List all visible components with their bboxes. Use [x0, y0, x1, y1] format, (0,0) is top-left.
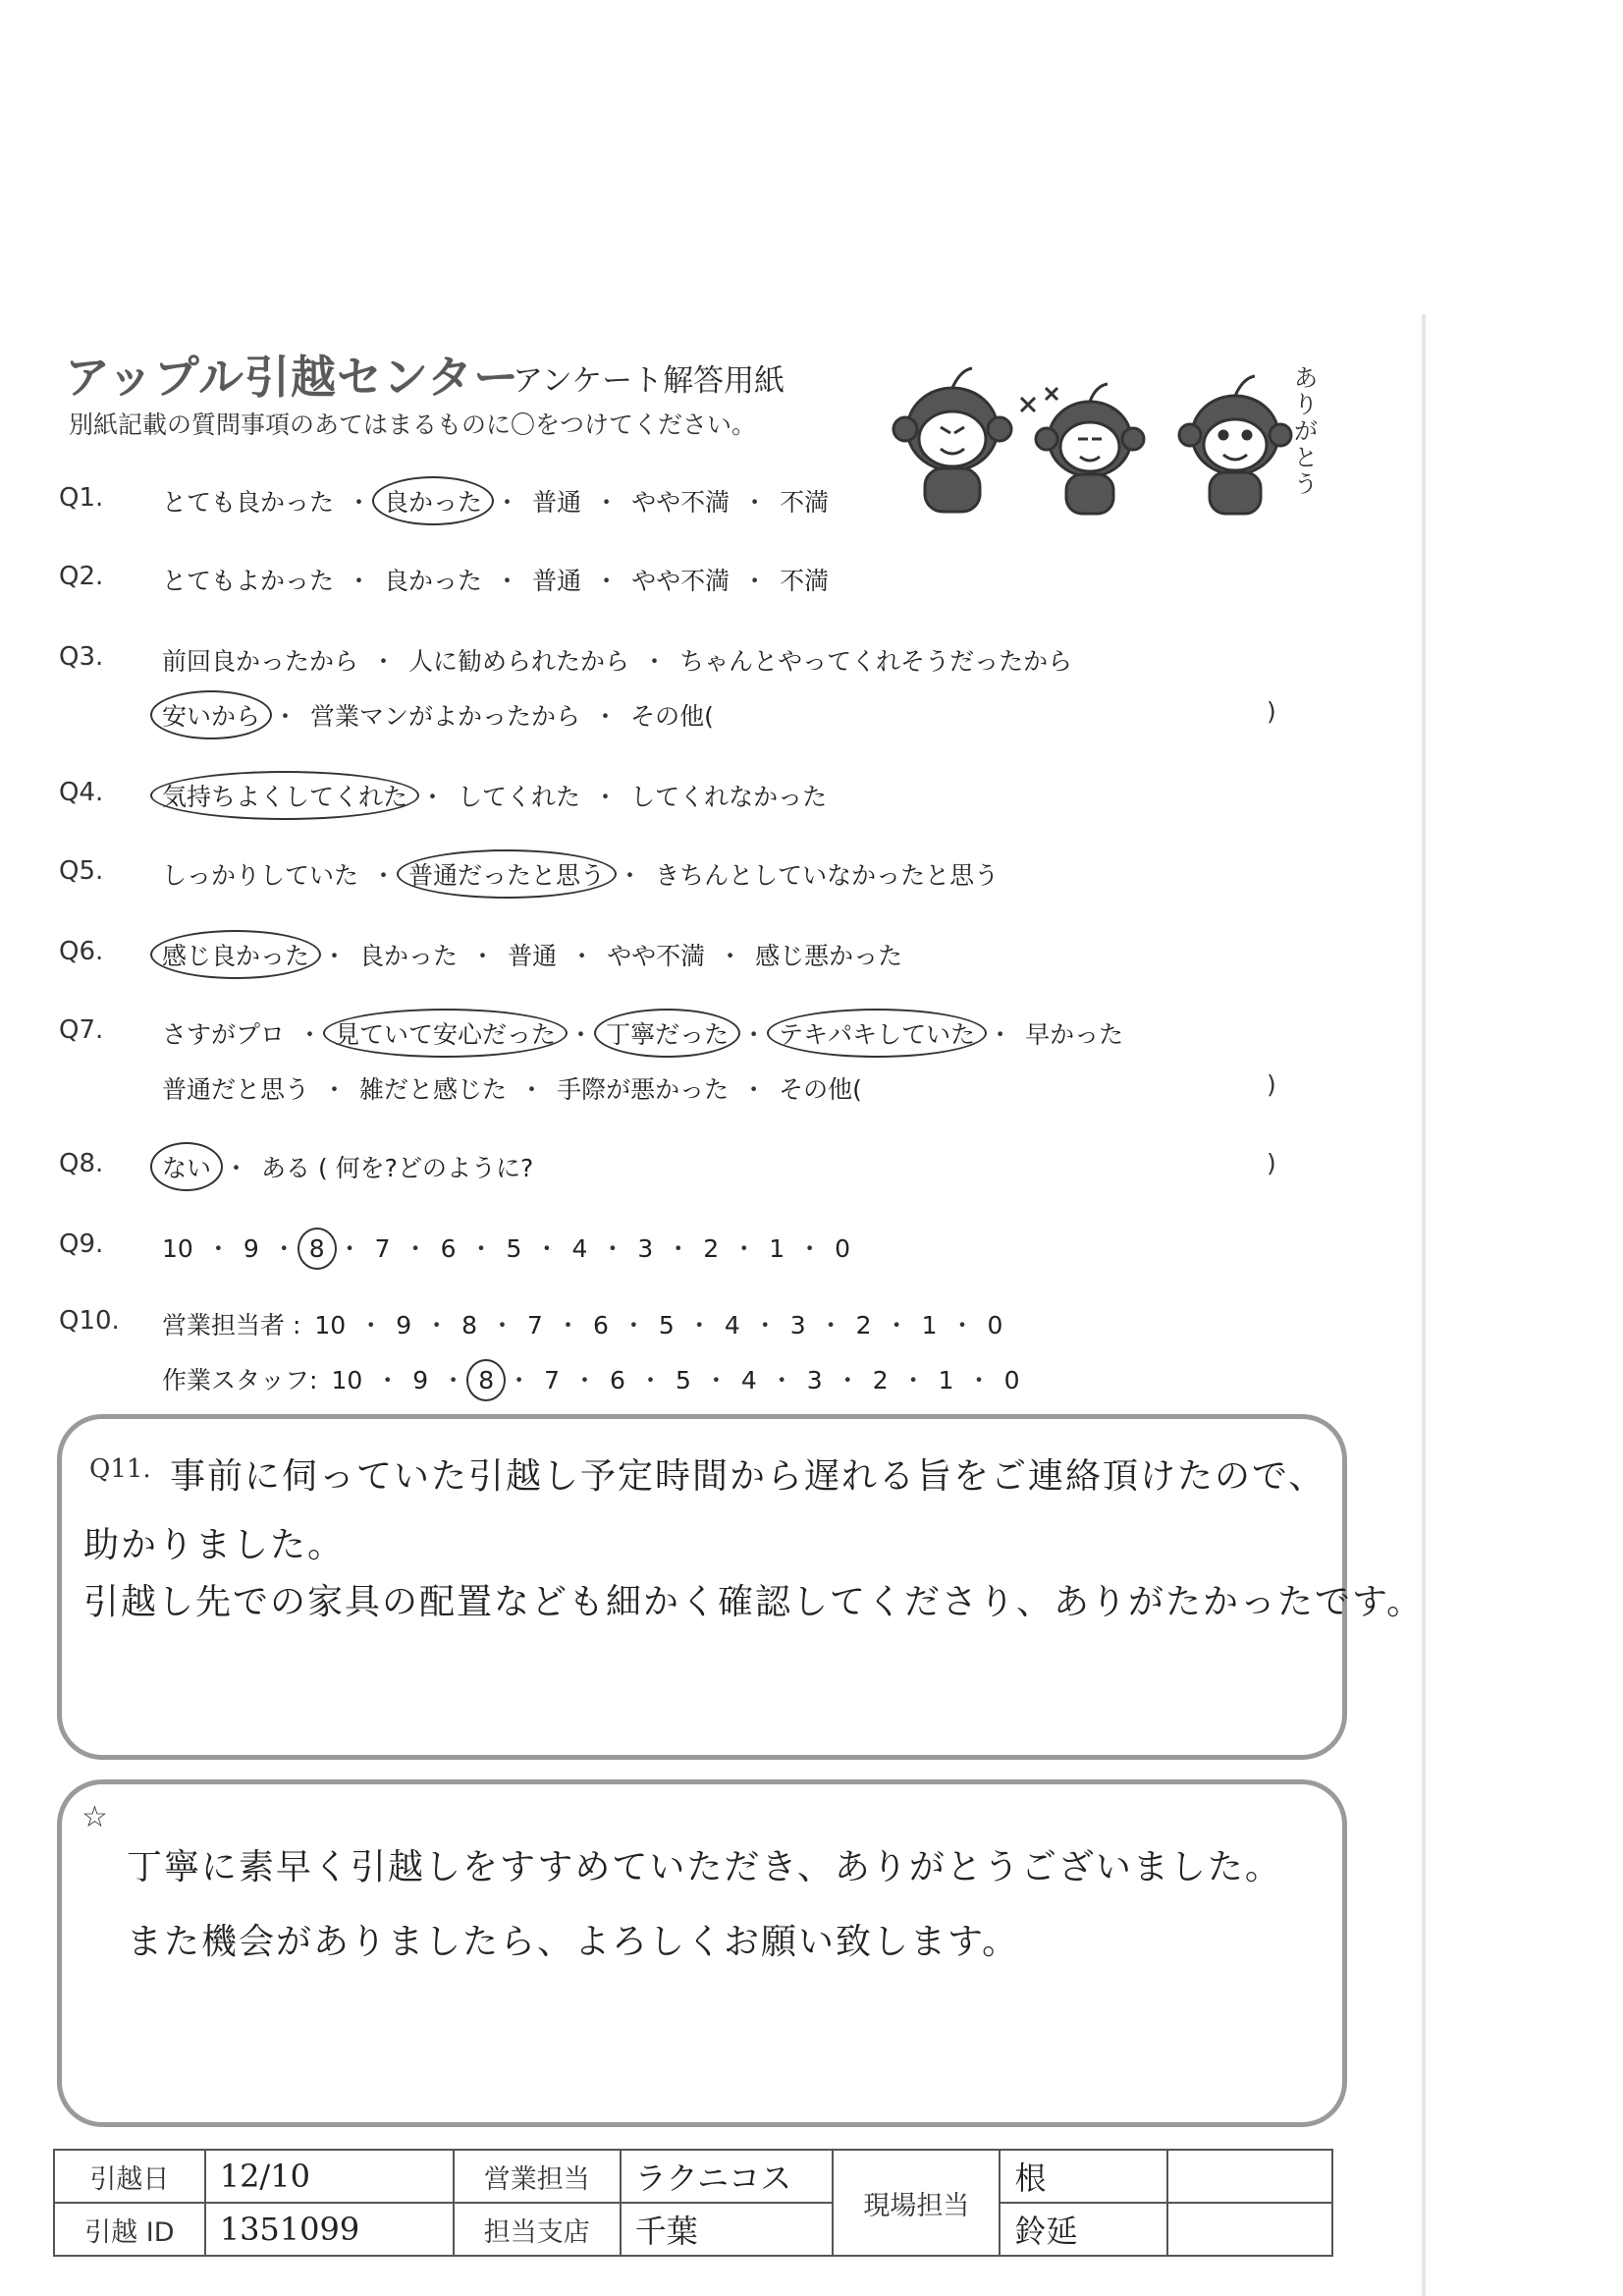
question-row-q3	[0, 638, 1414, 682]
option[interactable]: 普通	[532, 488, 582, 517]
score-option[interactable]: 3	[806, 1366, 823, 1394]
close-paren: )	[1267, 697, 1276, 726]
question-label: Q2.	[59, 562, 104, 591]
moving-id-label: 引越 ID	[54, 2203, 205, 2256]
score-option[interactable]: 4	[571, 1234, 588, 1263]
option-selected[interactable]: ない	[162, 1149, 211, 1184]
sales-rating-label: 営業担当者 :	[162, 1311, 301, 1339]
option-selected[interactable]: 丁寧だった	[606, 1015, 729, 1051]
question-options: 気持ちよくしてくれた ・ してくれた ・ してくれなかった	[162, 778, 827, 813]
moving-date-value[interactable]: 12/10	[205, 2150, 454, 2203]
score-option[interactable]: 7	[544, 1366, 561, 1394]
score-option[interactable]: 0	[987, 1311, 1003, 1339]
question-options: 安いから ・ 営業マンがよかったから ・ その他(	[162, 697, 714, 733]
question-label: Q1.	[59, 483, 104, 513]
score-option[interactable]: 2	[703, 1234, 720, 1263]
staff-rating-label: 作業スタッフ:	[162, 1366, 318, 1394]
free-comment-line-1: 丁寧に素早く引越しをすすめていただき、ありがとうございました。	[127, 1847, 1282, 1887]
option[interactable]: ちゃんとやってくれそうだったから	[679, 647, 1073, 676]
option[interactable]: 前回良かったから	[162, 647, 359, 676]
question-options: さすがプロ ・ 見ていて安心だった ・ 丁寧だった ・ テキパキしていた ・ 早かった	[162, 1015, 1123, 1051]
question-row-q7	[0, 1011, 1414, 1055]
score-option[interactable]: 6	[440, 1234, 457, 1263]
question-options: 作業スタッフ: 10 ・ 9 ・ 8 ・ 7 ・ 6 ・ 5 ・ 4 ・ 3 ・ 2 ・ 1 ・ 0	[162, 1361, 1019, 1396]
score-option[interactable]: 1	[769, 1234, 785, 1263]
question-label: Q3.	[59, 642, 104, 672]
score-option[interactable]: 7	[374, 1234, 391, 1263]
option[interactable]: 良かった	[384, 567, 483, 595]
question-options: 普通だと思う ・ 雑だと感じた ・ 手際が悪かった ・ その他(	[162, 1070, 862, 1106]
score-option[interactable]: 10	[162, 1234, 193, 1263]
moving-date-label: 引越日	[54, 2150, 205, 2203]
score-option[interactable]: 6	[592, 1311, 609, 1339]
score-option[interactable]: 7	[527, 1311, 543, 1339]
question-row-q7-line2	[0, 1066, 1414, 1110]
page-edge-line	[1422, 314, 1426, 2296]
form-subtitle: アンケート解答用紙	[513, 363, 785, 399]
moving-info-table	[53, 2149, 1333, 2257]
score-option[interactable]: 2	[855, 1311, 872, 1339]
option-selected[interactable]: 見ていて安心だった	[335, 1015, 556, 1051]
question-row-q3-line2	[0, 693, 1414, 737]
score-option[interactable]: 6	[610, 1366, 625, 1394]
score-option-selected[interactable]: 8	[478, 1366, 495, 1394]
site-staff-label: 現場担当	[833, 2150, 1000, 2256]
score-option[interactable]: 10	[314, 1311, 347, 1339]
option-selected[interactable]: 安いから	[162, 697, 260, 733]
site-staff-value-2[interactable]: 鈴延	[1000, 2203, 1167, 2256]
score-option[interactable]: 5	[506, 1234, 522, 1263]
free-comment-line-2: また機会がありましたら、よろしくお願い致します。	[127, 1922, 1020, 1962]
option[interactable]: 手際が悪かった	[557, 1075, 730, 1104]
option[interactable]: やや不満	[607, 942, 706, 970]
option[interactable]: しっかりしていた	[162, 861, 359, 890]
score-option-selected[interactable]: 8	[308, 1234, 325, 1263]
score-option[interactable]: 2	[872, 1366, 889, 1394]
question-row-q8	[0, 1145, 1414, 1188]
sales-rep-value[interactable]: ラクニコス	[621, 2150, 834, 2203]
question-row-q10-sales	[0, 1302, 1414, 1345]
option[interactable]: 不満	[780, 567, 830, 595]
option[interactable]: 普通	[508, 942, 558, 970]
question-row-q9	[0, 1226, 1414, 1269]
option[interactable]: 普通	[532, 567, 582, 595]
option[interactable]: 人に勧められたから	[408, 647, 630, 676]
q11-comment-line-3: 引越し先での家具の配置なども細かく確認してくださり、ありがたかったです。	[83, 1582, 1425, 1622]
star-label: ☆	[81, 1800, 108, 1834]
question-options: とても良かった ・ 良かった ・ 普通 ・ やや不満 ・ 不満	[162, 483, 829, 519]
option[interactable]: とても良かった	[162, 488, 335, 517]
score-option[interactable]: 3	[789, 1311, 806, 1339]
option-selected[interactable]: テキパキしていた	[779, 1015, 975, 1051]
question-label: Q10.	[59, 1306, 120, 1336]
option-selected[interactable]: 普通だったと思う	[408, 856, 605, 892]
option[interactable]: 良かった	[359, 942, 459, 970]
score-option[interactable]: 5	[675, 1366, 691, 1394]
question-options: とてもよかった ・ 良かった ・ 普通 ・ やや不満 ・ 不満	[162, 562, 829, 597]
question-label: Q5.	[59, 856, 104, 886]
score-option[interactable]: 4	[740, 1366, 757, 1394]
score-option[interactable]: 10	[331, 1366, 363, 1394]
question-label: Q7.	[59, 1015, 104, 1045]
score-option[interactable]: 0	[1003, 1366, 1020, 1394]
question-options: 10 ・ 9 ・ 8 ・ 7 ・ 6 ・ 5 ・ 4 ・ 3 ・ 2 ・ 1 ・ 0	[162, 1234, 851, 1263]
option[interactable]: やや不満	[631, 488, 730, 517]
option[interactable]: 不満	[780, 488, 830, 517]
score-option[interactable]: 4	[724, 1311, 740, 1339]
option[interactable]: その他(	[779, 1075, 862, 1104]
question-row-q5	[0, 852, 1414, 896]
score-option[interactable]: 1	[938, 1366, 954, 1394]
question-row-q6	[0, 933, 1414, 976]
option[interactable]: ある ( 何を?どのように?	[261, 1154, 534, 1182]
close-paren: )	[1267, 1149, 1276, 1177]
option[interactable]: 感じ悪かった	[755, 942, 903, 970]
q11-comment-line-2: 助かりました。	[83, 1525, 346, 1565]
score-option[interactable]: 1	[921, 1311, 938, 1339]
option[interactable]: 営業マンがよかったから	[310, 702, 581, 731]
score-option[interactable]: 5	[658, 1311, 675, 1339]
score-option[interactable]: 3	[637, 1234, 654, 1263]
option[interactable]: 早かった	[1025, 1020, 1124, 1049]
instruction-text: 別紙記載の質問事項のあてはまるものに〇をつけてください。	[69, 410, 757, 439]
option-selected[interactable]: 良かった	[384, 483, 482, 519]
option[interactable]: きちんとしていなかったと思う	[655, 861, 1000, 890]
site-staff-value-1[interactable]: 根	[1000, 2150, 1167, 2203]
option[interactable]: さすがプロ	[162, 1020, 286, 1049]
question-options: ない ・ ある ( 何を?どのように?	[162, 1149, 533, 1184]
question-options: しっかりしていた ・ 普通だったと思う ・ きちんとしていなかったと思う	[162, 856, 999, 892]
sales-rep-label: 営業担当	[454, 2150, 621, 2203]
q11-label: Q11.	[89, 1454, 151, 1484]
score-option[interactable]: 9	[243, 1234, 259, 1263]
option-selected[interactable]: 気持ちよくしてくれた	[162, 778, 407, 813]
branch-value[interactable]: 千葉	[621, 2203, 834, 2256]
close-paren: )	[1267, 1070, 1276, 1099]
company-title: アップル引越センター	[65, 351, 520, 404]
question-row-q2	[0, 558, 1414, 601]
score-option[interactable]: 9	[396, 1311, 412, 1339]
option[interactable]: 普通だと思う	[162, 1075, 310, 1104]
score-option[interactable]: 0	[835, 1234, 851, 1263]
question-label: Q6.	[59, 937, 104, 966]
question-label: Q9.	[59, 1230, 104, 1259]
question-options: 感じ良かった ・ 良かった ・ 普通 ・ やや不満 ・ 感じ悪かった	[162, 937, 902, 972]
site-staff-empty-1[interactable]	[1167, 2150, 1332, 2203]
question-label: Q4.	[59, 778, 104, 807]
moving-id-value[interactable]: 1351099	[205, 2203, 454, 2256]
score-option[interactable]: 9	[412, 1366, 429, 1394]
question-label: Q8.	[59, 1149, 104, 1178]
q11-comment-box[interactable]	[57, 1414, 1425, 1760]
option[interactable]: とてもよかった	[162, 567, 335, 595]
q11-comment-line-1: 事前に伺っていた引越し予定時間から遅れる旨をご連絡頂けたので、	[170, 1456, 1326, 1497]
mascot-caption: ありがとう	[1294, 364, 1318, 498]
site-staff-empty-2[interactable]	[1167, 2203, 1332, 2256]
question-options: 営業担当者 : 10 ・ 9 ・ 8 ・ 7 ・ 6 ・ 5 ・ 4 ・ 3 ・ 2 ・ 1 ・ 0	[162, 1306, 1002, 1341]
question-options: 前回良かったから ・ 人に勧められたから ・ ちゃんとやってくれそうだったから	[162, 642, 1072, 678]
option[interactable]: してくれた	[458, 783, 581, 811]
question-row-q10-staff	[0, 1357, 1414, 1400]
free-comment-box[interactable]	[57, 1779, 1347, 2127]
question-row-q4	[0, 774, 1414, 817]
option[interactable]: してくれなかった	[630, 783, 828, 811]
option[interactable]: その他(	[630, 702, 714, 731]
question-row-q1	[0, 479, 1414, 522]
option-selected[interactable]: 感じ良かった	[162, 937, 309, 972]
branch-label: 担当支店	[454, 2203, 621, 2256]
option[interactable]: やや不満	[631, 567, 730, 595]
option[interactable]: 雑だと感じた	[359, 1075, 508, 1104]
score-option[interactable]: 8	[461, 1311, 478, 1339]
